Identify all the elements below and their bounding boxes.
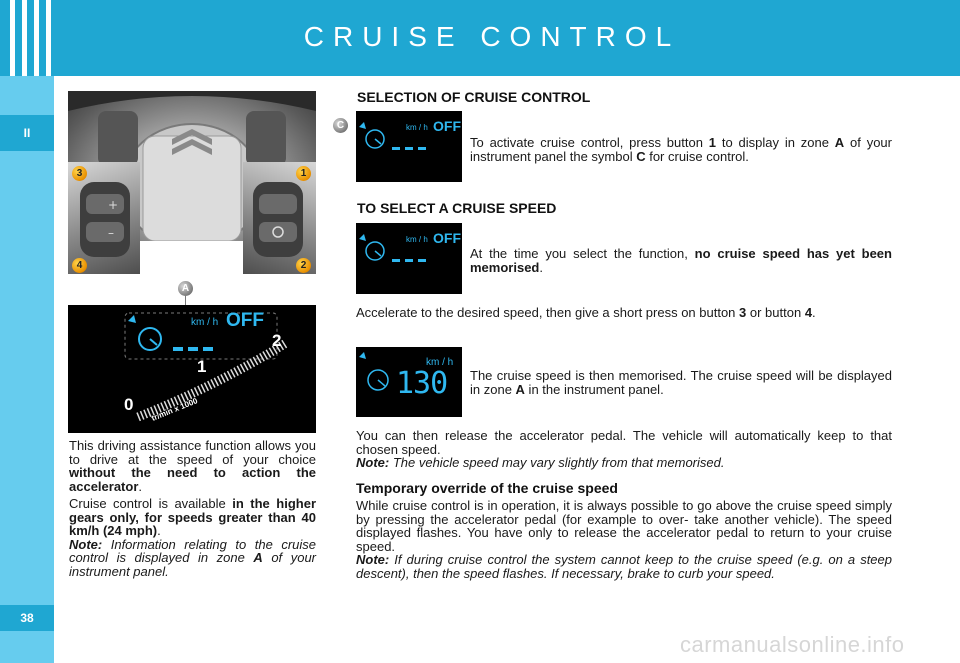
accelerate-text-2: or button [746, 305, 805, 320]
page-number: 38 [0, 605, 54, 631]
selection-heading: SELECTION OF CRUISE CONTROL [357, 89, 591, 105]
selection-zone: A [834, 135, 845, 150]
gear-mark-1: 1 [197, 357, 207, 376]
availability-end: . [157, 523, 161, 538]
note-label: Note: [69, 536, 103, 552]
note-end: of your instrument panel. [69, 550, 317, 579]
selection-text: To activate cruise control, press button [470, 135, 709, 150]
header-banner [0, 0, 960, 76]
speed-note-text: The vehicle speed may vary slightly from that memorised. [389, 455, 725, 470]
display-off-2-status: OFF [433, 230, 461, 246]
selection-paragraph [470, 136, 892, 163]
intro-end: . [138, 478, 143, 494]
release-paragraph [356, 429, 892, 470]
button-2-callout: 2 [296, 258, 311, 273]
cluster-unit: km / h [191, 317, 219, 328]
selection-button: 1 [708, 135, 717, 150]
display-off-2 [356, 223, 462, 294]
override-text: While cruise control is in operation, it is always possible to go above the cruise speed simply by pressing the accelerator pedal (for example to over- take another vehicle). The speed displayed flashes. You have only to release the accelerator pedal to return to your cruise speed. [356, 498, 892, 554]
availability-bold: in the higher gears only, for speeds greater than 40 km/h (24 mph) [69, 496, 317, 538]
selection-end: for cruise control. [645, 148, 749, 164]
override-note-label: Note: [356, 552, 390, 567]
side-bar [0, 76, 54, 663]
select-speed-heading: TO SELECT A CRUISE SPEED [357, 200, 557, 216]
intro-bold: without the need to action the accelerator [69, 465, 316, 494]
button-4-callout: 4 [72, 258, 87, 273]
display-off-1-unit: km / h [406, 123, 428, 132]
accelerate-button-4: 4 [804, 305, 813, 320]
memorised-zone: A [515, 381, 525, 397]
button-1-callout: 1 [296, 166, 311, 181]
accelerate-button-3: 3 [739, 305, 747, 320]
no-speed-paragraph [470, 247, 892, 274]
symbol-c-callout: C [333, 118, 348, 133]
cluster-status: OFF [226, 310, 264, 331]
gear-mark-0: 0 [124, 395, 134, 414]
memorised-paragraph [470, 369, 892, 396]
availability-text: Cruise control is available [69, 496, 233, 511]
no-speed-bold: no cruise speed has yet been memorised [470, 246, 892, 275]
zone-a-callout: A [178, 281, 193, 296]
no-speed-text: At the time you select the function, [470, 246, 695, 261]
selection-text-2: to display in zone [716, 135, 835, 150]
watermark: carmanualsonline.info [680, 632, 905, 657]
display-off-2-unit: km / h [406, 235, 428, 244]
instrument-cluster [68, 305, 316, 433]
intro-paragraph [69, 439, 316, 493]
availability-paragraph [69, 497, 316, 578]
override-paragraph [356, 499, 892, 580]
gear-mark-2: 2 [272, 331, 282, 350]
page-title: CRUISE CONTROL [303, 21, 681, 52]
svg-text:+: + [108, 198, 119, 212]
display-speed-unit: km / h [426, 357, 454, 368]
accelerate-end: . [812, 305, 816, 320]
speed-note-label: Note: [356, 455, 390, 470]
chapter-tab: II [0, 115, 54, 151]
accelerate-text: Accelerate to the desired speed, then give a short press on button [356, 305, 740, 320]
override-heading: Temporary override of the cruise speed [356, 480, 618, 496]
release-text: You can then release the accelerator pedal. The vehicle will automatically keep to that chosen speed. [356, 428, 892, 457]
display-off-1-status: OFF [433, 118, 461, 134]
accelerate-paragraph [356, 306, 892, 320]
selection-text-3: of your instrument panel the symbol [470, 135, 892, 164]
svg-text:–: – [108, 226, 114, 240]
note-zone: A [253, 550, 263, 565]
memorised-end: in the instrument panel. [524, 381, 664, 397]
display-off-1 [356, 111, 462, 182]
rpm-label: tr/min x 1000 [150, 396, 199, 423]
button-3-callout: 3 [72, 166, 87, 181]
selection-symbol: C [636, 148, 646, 164]
no-speed-end: . [539, 259, 543, 275]
display-speed-value: 130 [396, 366, 448, 401]
note-text: Information relating to the cruise control is displayed in zone [69, 536, 316, 565]
memorised-text: The cruise speed is then memorised. The cruise speed will be displayed in zone [470, 368, 892, 397]
display-speed [356, 347, 462, 417]
intro-text: This driving assistance function allows you to drive at the speed of your choice [69, 438, 316, 467]
override-note-text: If during cruise control the system cannot keep to the cruise speed (e.g. on a steep descent), then the speed flashes. If necessary, brake to curb your speed. [356, 552, 892, 581]
